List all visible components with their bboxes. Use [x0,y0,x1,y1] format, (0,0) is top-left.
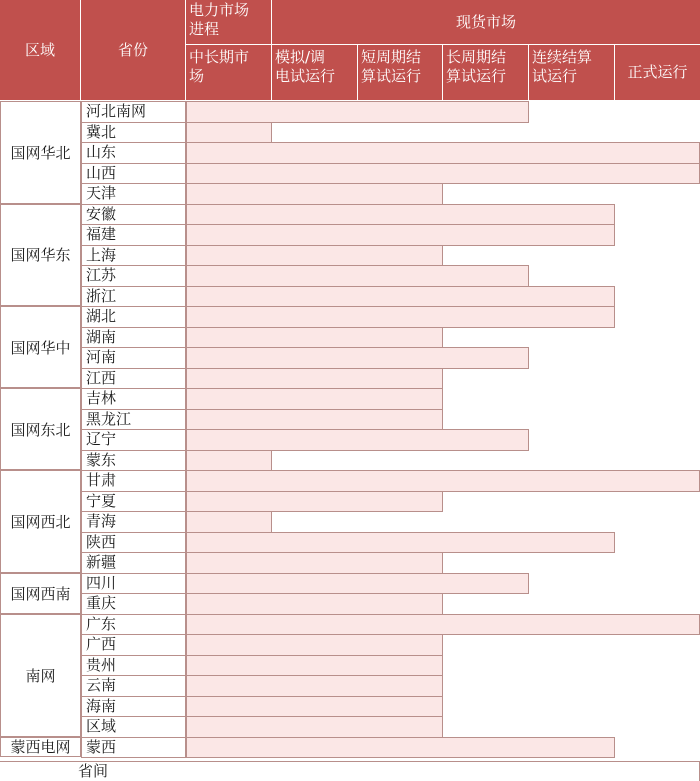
province-cell: 湖北 [81,306,186,328]
province-cell: 海南 [81,696,186,718]
province-cell: 甘肃 [81,470,186,492]
province-cell: 黑龙江 [81,409,186,431]
province-cell: 江苏 [81,265,186,287]
province-cell: 上海 [81,245,186,267]
progress-bar [186,306,615,328]
province-cell: 陕西 [81,532,186,554]
province-cell: 吉林 [81,388,186,410]
progress-bar [186,552,443,574]
province-cell: 冀北 [81,122,186,144]
header-region: 区域 [0,0,81,101]
region-cell: 国网华北 [0,101,81,204]
region-cell: 国网西南 [0,573,81,614]
region-cell: 国网东北 [0,388,81,470]
progress-bar [186,245,443,267]
progress-bar [186,224,615,246]
progress-bar [186,286,615,308]
region-cell: 南网 [0,614,81,737]
footer-label: 省间 [78,762,109,780]
progress-bar [186,409,443,431]
header-stage-continuous: 连续结算 试运行 [529,45,615,101]
header-province: 省份 [81,0,186,101]
progress-bar [186,511,272,533]
progress-bar [186,675,443,697]
progress-bar [186,142,700,164]
province-cell: 河南 [81,347,186,369]
province-cell: 河北南网 [81,101,186,123]
province-cell: 新疆 [81,552,186,574]
region-cell: 国网华东 [0,204,81,307]
progress-bar [186,470,700,492]
province-cell: 辽宁 [81,429,186,451]
progress-bar [186,634,443,656]
progress-bar [186,655,443,677]
province-cell: 江西 [81,368,186,390]
progress-bar [186,265,529,287]
region-cell: 国网华中 [0,306,81,388]
province-cell: 广东 [81,614,186,636]
province-cell: 湖南 [81,327,186,349]
region-cell: 国网西北 [0,470,81,573]
progress-bar [186,614,700,636]
progress-bar [186,347,529,369]
progress-bar [186,429,529,451]
province-cell: 贵州 [81,655,186,677]
progress-bar [186,716,443,738]
progress-bar [186,737,615,759]
province-cell: 天津 [81,183,186,205]
progress-bar [186,122,272,144]
header-stage-formal: 正式运行 [615,45,700,101]
province-cell: 重庆 [81,593,186,615]
region-cell: 蒙西电网 [0,737,81,758]
progress-bar [186,101,529,123]
progress-bar [186,368,443,390]
province-cell: 蒙西 [81,737,186,759]
header-progress: 电力市场 进程 [186,0,272,45]
progress-bar [186,388,443,410]
header-stage-simulation: 模拟/调 电试运行 [272,45,358,101]
header-stage-long-settlement: 长周期结 算试运行 [443,45,529,101]
progress-bar [186,183,443,205]
footer-row [0,761,700,781]
province-cell: 四川 [81,573,186,595]
header-stage-short-settlement: 短周期结 算试运行 [358,45,443,101]
province-cell: 广西 [81,634,186,656]
progress-bar [186,450,272,472]
province-cell: 山东 [81,142,186,164]
province-cell: 区域 [81,716,186,738]
progress-bar [186,204,615,226]
province-cell: 山西 [81,163,186,185]
province-cell: 宁夏 [81,491,186,513]
province-cell: 蒙东 [81,450,186,472]
progress-bar [186,573,529,595]
progress-bar [186,491,443,513]
province-cell: 云南 [81,675,186,697]
progress-bar [186,532,615,554]
province-cell: 安徽 [81,204,186,226]
header-stage-mid-long-term: 中长期市 场 [186,45,272,101]
progress-bar [186,696,443,718]
progress-bar [186,163,700,185]
progress-bar [186,593,443,615]
province-cell: 福建 [81,224,186,246]
province-cell: 浙江 [81,286,186,308]
header-spot-market: 现货市场 [272,0,700,45]
province-cell: 青海 [81,511,186,533]
progress-bar [186,327,443,349]
